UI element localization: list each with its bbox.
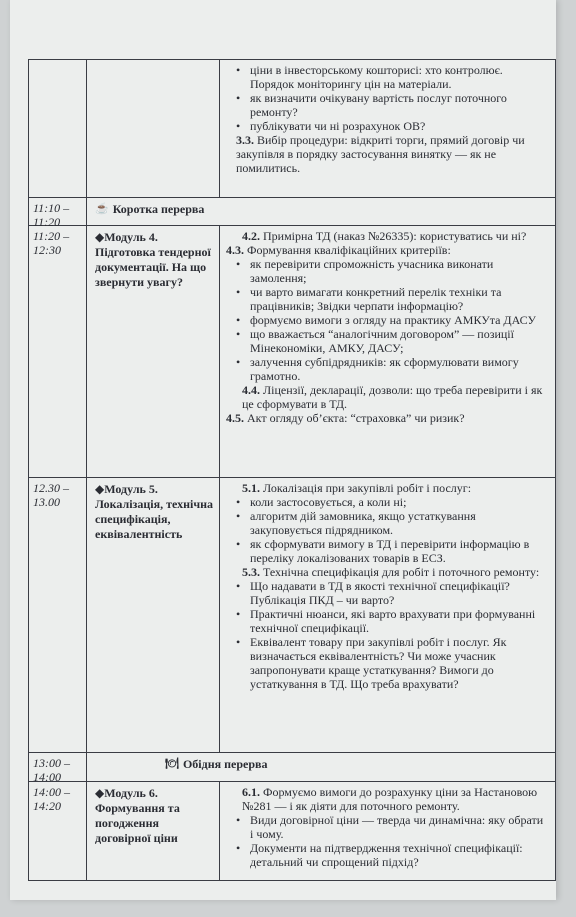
diamond-bullet-icon: ◆	[95, 482, 105, 496]
paragraph-5-1: 5.1. Локалізація при закупівлі робіт і послуг:	[242, 481, 472, 495]
time-cell: 11:20 – 12:30	[29, 226, 87, 477]
time-cell: 11:10 – 11:20	[29, 198, 87, 225]
list-item: • публікувати чи ні розрахунок ОВ?	[226, 119, 549, 133]
list-item: • як визначити очікувану вартість послуг поточного ремонту?	[226, 91, 549, 119]
dinner-plate-icon: 🍽	[165, 758, 179, 770]
diamond-bullet-icon: ◆	[95, 230, 105, 244]
list-item: • Що надавати в ТД в якості технічної специфікації? Публікація ПКД – чи варто?	[226, 579, 549, 607]
list-item: • Види договірної ціни — тверда чи динамічна: яку обрати і чому.	[226, 813, 549, 841]
list-item: • як перевірити спроможність учасника виконати замолення;	[226, 257, 549, 285]
paragraph-4-2: 4.2. Примірна ТД (наказ №26335): користуватись чи ні?	[242, 229, 527, 243]
table-row-short-break	[29, 197, 555, 229]
content-cell	[220, 478, 555, 752]
list-item: • Практичні нюанси, які варто врахувати при формуванні технічної специфікації.	[226, 607, 549, 635]
paragraph-4-3: 4.3. Формування кваліфікаційних критеріїв:	[226, 243, 451, 257]
list-item: • алгоритм дій замовника, якщо устаткування закуповується підрядником.	[226, 509, 549, 537]
module-cell	[87, 60, 220, 197]
document-page	[10, 0, 556, 900]
coffee-cup-icon: ☕	[95, 203, 109, 215]
paragraph-5-3: 5.3. Технічна специфікація для робіт і поточного ремонту:	[242, 565, 540, 579]
table-row-module-4	[29, 225, 555, 477]
time-cell: 14:00 – 14:20	[29, 782, 87, 880]
content-cell	[220, 782, 555, 880]
content-cell	[220, 226, 555, 477]
table-row	[29, 59, 555, 197]
time-cell: 13:00 – 14:00	[29, 753, 87, 781]
list-item: • Еквівалент товару при закупівлі робіт і послуг. Як визначається еквівалентність? Чи може учасник запропонувати краще устаткування? Вимоги до устаткування в ТД. Що треба врахувати?	[226, 635, 549, 691]
paragraph-3-3: 3.3. Вибір процедури: відкриті торги, прямий договір чи закупівля в порядку застосування винятку — як не помилитись.	[236, 133, 525, 175]
list-item: • чи варто вимагати конкретний перелік техніки та працівників; Звідки черпати інформацію?	[226, 285, 549, 313]
list-item: • залучення субпідрядників: як сформулювати вимогу грамотно.	[226, 355, 549, 383]
time-cell	[29, 60, 87, 197]
list-item: • формуємо вимоги з огляду на практику АМКУта ДАСУ	[226, 313, 549, 327]
list-item: • ціни в інвесторському кошторисі: хто контролює. Порядок моніторингу цін на матеріали.	[226, 63, 549, 91]
table-row-module-6	[29, 781, 555, 881]
table-row-lunch-break	[29, 752, 555, 784]
module-title: ◆Модуль 4. Підготовка тендерної документації. На що звернути увагу?	[87, 226, 220, 477]
break-label: ☕ Коротка перерва	[95, 202, 205, 216]
module-title: ◆Модуль 5. Локалізація, технічна специфікація, еквівалентність	[87, 478, 220, 752]
list-item: • як сформувати вимогу в ТД і перевірити інформацію в переліку локалізованих товарів в ЕСЗ.	[226, 537, 549, 565]
time-cell: 12.30 – 13.00	[29, 478, 87, 752]
list-item: • що вважається “аналогічним договором” — позиції Мінекономіки, АМКУ, ДАСУ;	[226, 327, 549, 355]
module-title: ◆Модуль 6. Формування та погодження договірної ціни	[87, 782, 220, 880]
table-row-module-5	[29, 477, 555, 752]
paragraph-4-5: 4.5. Акт огляду об’єкта: “страховка” чи ризик?	[226, 411, 465, 425]
list-item: • Документи на підтвердження технічної специфікації: детальний чи спрощений підхід?	[226, 841, 549, 869]
content-cell	[220, 60, 555, 197]
paragraph-6-1: 6.1. Формуємо вимоги до розрахунку ціни за Настановою №281 — і як діяти для поточного ремонту.	[242, 785, 538, 813]
diamond-bullet-icon: ◆	[95, 786, 105, 800]
schedule-table	[28, 59, 556, 881]
paragraph-4-4: 4.4. Ліцензії, декларації, дозволи: що треба перевірити і як це сформувати в ТД.	[242, 383, 543, 411]
break-label: 🍽 Обідня перерва	[165, 757, 268, 771]
list-item: • коли застосовується, а коли ні;	[226, 495, 549, 509]
